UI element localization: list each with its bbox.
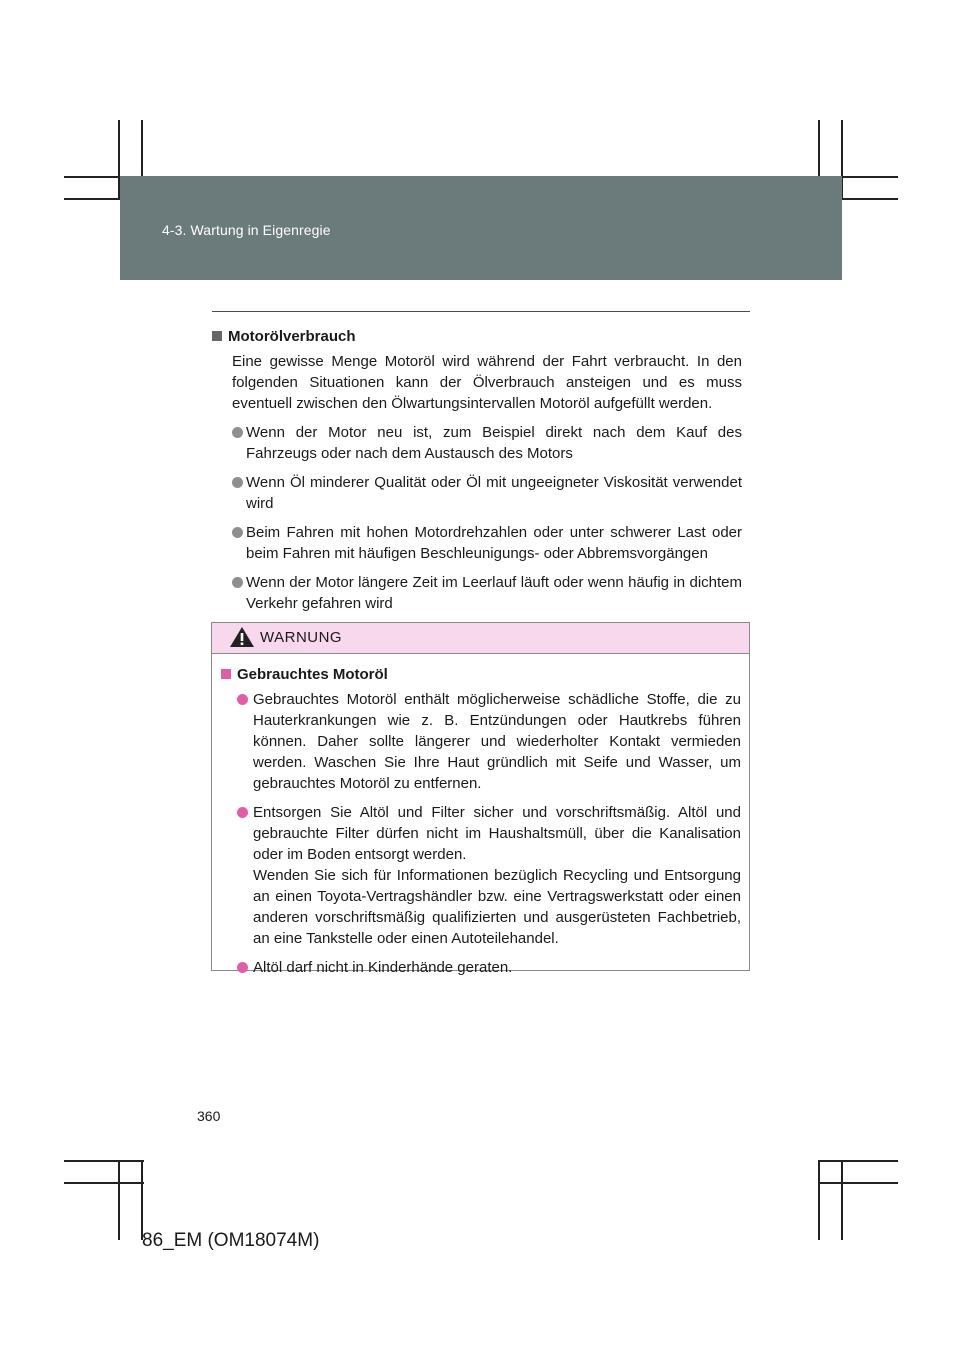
bullet-dot-icon (237, 694, 248, 705)
list-item-text: Gebrauchtes Motoröl enthält möglicherweise schädliche Stoffe, die zu Hauterkrankungen wie z. B. Entzündungen oder Hautkrebs führen können. Daher sollte längerer und wiederholter Kontakt vermieden werden. Waschen Sie Ihre Haut gründlich mit Seife und Wasser, um gebrauchtes Motoröl zu entfernen. (253, 691, 741, 792)
crop-mark (841, 1160, 843, 1240)
bullet-dot-icon (237, 807, 248, 818)
section-intro: Eine gewisse Menge Motoröl wird während der Fahrt verbraucht. In den folgenden Situationen kann der Ölverbrauch ansteigen und es muss eventuell zwischen den Ölwartungsintervallen Motoröl aufgefüllt werden. (232, 353, 742, 412)
bullet-dot-icon (237, 962, 248, 973)
list-item-text: Altöl darf nicht in Kinderhände geraten. (253, 959, 513, 976)
bullet-dot-icon (232, 577, 243, 588)
section-heading-text: Motorölverbrauch (228, 328, 356, 345)
square-bullet-icon (221, 669, 231, 679)
warning-label: WARNUNG (260, 629, 343, 646)
warning-body (212, 654, 749, 978)
list-item-text: Entsorgen Sie Altöl und Filter sicher und vorschriftsmäßig. Altöl und gebrauchte Filter dürfen nicht im Haushaltsmüll, über die Kanalisation oder im Boden entsorgt werden. (253, 804, 741, 863)
warning-triangle-icon (229, 626, 255, 648)
crop-mark (64, 1160, 144, 1162)
list-item (237, 957, 741, 978)
list-item (232, 522, 742, 564)
warning-box (211, 622, 750, 976)
warning-header (212, 623, 749, 654)
list-item (237, 802, 741, 949)
crop-mark (141, 1160, 143, 1240)
main-content (212, 326, 750, 622)
crop-mark (818, 1160, 898, 1162)
crop-mark (64, 1182, 144, 1184)
square-bullet-icon (212, 331, 222, 341)
crop-mark (818, 1160, 820, 1240)
section-title: 4-3. Wartung in Eigenregie (162, 222, 331, 238)
crop-mark (818, 1182, 898, 1184)
list-item (232, 572, 742, 614)
list-item-text: Beim Fahren mit hohen Motordrehzahlen oder unter schwerer Last oder beim Fahren mit häufigen Beschleunigungs- oder Abbremsvorgängen (246, 524, 742, 562)
divider (212, 311, 750, 312)
document-code: 86_EM (OM18074M) (142, 1230, 320, 1251)
warning-heading-text: Gebrauchtes Motoröl (237, 666, 388, 683)
list-item-text: Wenden Sie sich für Informationen bezüglich Recycling und Entsorgung an einen Toyota-Vertragshändler bzw. eine Vertragswerkstatt oder einen anderen vorschriftsmäßig qualifizierten und ausgerüsteten Fachbetrieb, an eine Tankstelle oder einen Autoteilehandel. (253, 867, 741, 947)
list-item-text: Wenn Öl minderer Qualität oder Öl mit ungeeigneter Viskosität verwendet wird (246, 474, 742, 512)
bullet-dot-icon (232, 427, 243, 438)
list-item-text: Wenn der Motor längere Zeit im Leerlauf läuft oder wenn häufig in dichtem Verkehr gefahren wird (246, 574, 742, 612)
page-number: 360 (197, 1108, 221, 1124)
bullet-dot-icon (232, 527, 243, 538)
list-item-text: Wenn der Motor neu ist, zum Beispiel direkt nach dem Kauf des Fahrzeugs oder nach dem Austausch des Motors (246, 424, 742, 462)
list-item (237, 689, 741, 794)
crop-mark (118, 1160, 120, 1240)
section-heading (212, 326, 750, 347)
warning-heading (221, 664, 741, 685)
list-item (232, 472, 742, 514)
bullet-dot-icon (232, 477, 243, 488)
list-item (232, 422, 742, 464)
